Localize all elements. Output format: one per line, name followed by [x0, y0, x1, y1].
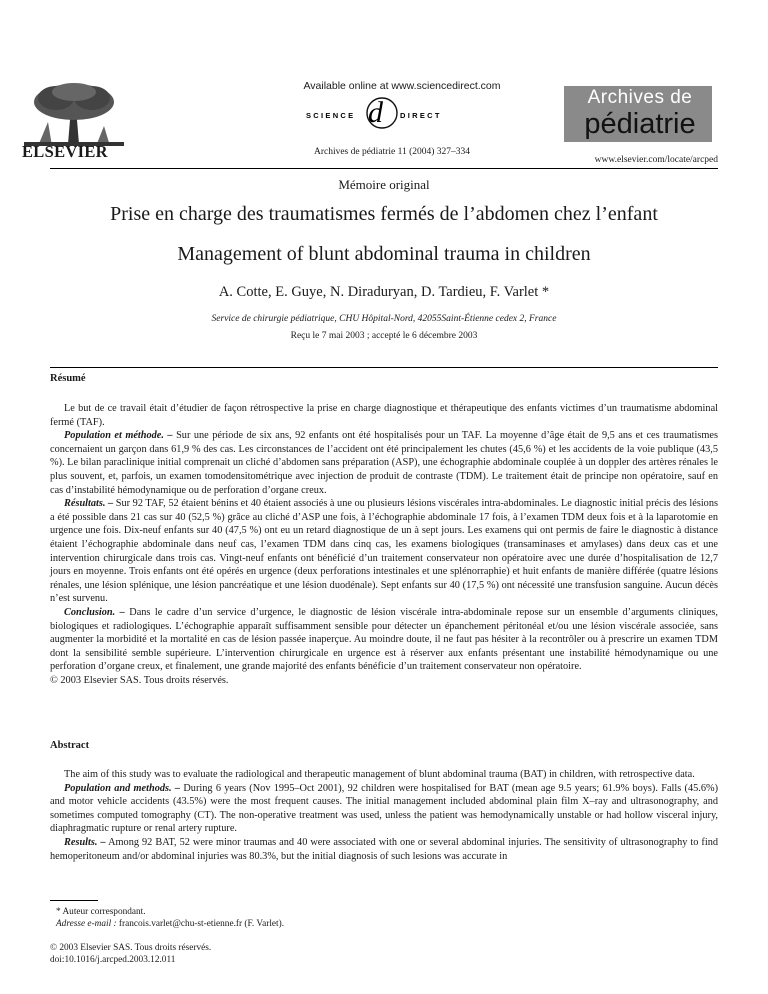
abstract-results	[50, 836, 718, 863]
abstract-intro: The aim of this study was to evaluate the radiological and therapeutic management of blunt abdominal trauma (BAT) in children, with retrospective data.	[64, 769, 695, 780]
resume-conclusion-text: Dans le cadre d’un service d’urgence, le diagnostic de lésion viscérale intra-abdominale repose sur un ensemble d’arguments cliniques, biologiques et radiologiques. L’échographie apparaît suffisamment sensible pour détecter un épanchement péritonéal et/ou une lésion viscérale associée, sans augmenter la morbidité et la mortalité en cas de lésion passée inaperçue. Au moindre doute, il ne faut pas hésiter à la recontrôler ou à prescrire un examen TDM dont la sensibilité semble supérieure. L’intervention chirurgicale en urgence est à réserver aux enfants présentant une instabilité hémodynamique ou une perforation d’organe creux, et finalement, une grande majorité des enfants bénéficie d’un traitement conservateur non opératoire.	[50, 606, 719, 673]
resume-methods-text: Sur une période de six ans, 92 enfants ont été hospitalisés pour un TAF. La moyenne d’âge était de 9,5 ans et ces traumatismes concernaient un garçon dans 61,9 % des cas. Les circonstances de l’accident ont été principalement les chutes (45,6 %) et les accidents de la voie publique (43,5 %). Le bilan paraclinique initial comprenait un cliché d’abdomen sans préparation (ASP), une échographie abdominale couplée à un doppler des artères rénales le plus souvent, et, parfois, un examen tomodensitométrique avec injection de produit de contraste (TDM). Le traitement était de principe non opératoire, sauf en cas d’instabilité hémodynamique ou de perforation d’organe creux.	[50, 430, 718, 496]
sciencedirect-right: DIRECT	[400, 111, 442, 120]
publisher-name: ELSEVIER	[22, 142, 108, 161]
legal-info	[50, 942, 450, 966]
resume-results-text: Sur 92 TAF, 52 étaient bénins et 40 étaient associés à une ou plusieurs lésions viscérales intra-abdominales. Le diagnostic initial précis des lésions a été possible dans 21 cas sur 40 (52,5 %) grâce au cliché d’ASP une fois, à l’échographie abdominale 17 fois, à l’examen TDM deux fois et à la laparotomie en urgence une fois. Dix-neuf enfants sur 40 (47,5 %) ont eu un retard diagnostique de un à sept jours. Les examens qui ont permis de faire le diagnostic à distance étaient l’échographie abdominale dans neuf cas, l’examen TDM dans cinq cas, les examens biologiques (transaminases et amylases) dans deux cas et une intervention chirurgicale dans trois cas. Vingt-neuf enfants ont bénéficié d’un traitement conservateur non opératoire avec une durée d’hospitalisation de 12,7 jours en moyenne. Trois enfants ont été opérés en urgence (deux perforations intestinales et une splénorraphie) et huit enfants de manière différée (quatre lésions rénales, une lésion splénique, une lésion pancréatique et une lésion duodénale). Sept enfants sur 40 (17,5 %) ont nécessité une transfusion sanguine. Aucun décès n’est survenu.	[50, 498, 718, 605]
resume-methods	[50, 429, 718, 497]
email-address[interactable]: francois.varlet@chu-st-etienne.fr (F. Varlet).	[118, 919, 285, 930]
title-french: Prise en charge des traumatismes fermés de l’abdomen chez l’enfant	[110, 203, 658, 225]
journal-cover-title-line2: pédiatrie	[584, 108, 696, 140]
header-divider	[50, 168, 718, 169]
authors: A. Cotte, E. Guye, N. Diraduryan, D. Tardieu, F. Varlet *	[218, 284, 550, 300]
abstract-results-text: Among 92 BAT, 52 were minor traumas and 40 were associated with one or several abdominal injuries. The sensitivity of ultrasonography to find hemoperitoneum and/or abdominal injuries was 80.3%, but the initial diagnosis of such lesions was accurate in	[50, 836, 718, 862]
corresponding-author-footnote	[50, 906, 450, 930]
title-english: Management of blunt abdominal trauma in children	[177, 243, 591, 265]
abstract-body	[50, 768, 718, 863]
affiliation: Service de chirurgie pédiatrique, CHU Hôpital-Nord, 42055Saint-Étienne cedex 2, France	[211, 314, 557, 324]
doi[interactable]: doi:10.1016/j.arcped.2003.12.011	[50, 955, 176, 966]
abstract-methods	[50, 782, 718, 836]
sciencedirect-left: SCIENCE	[306, 111, 356, 120]
sciencedirect-at: d	[368, 96, 383, 129]
journal-reference: Archives de pédiatrie 11 (2004) 327–334	[313, 147, 471, 157]
resume-results	[50, 497, 718, 606]
resume-results-label: Résultats. –	[64, 498, 114, 510]
article-type: Mémoire original	[338, 177, 430, 192]
abstract-results-label: Results. –	[64, 836, 106, 848]
resume-body	[50, 402, 718, 687]
resume-copyright: © 2003 Elsevier SAS. Tous droits réservés.	[50, 674, 229, 686]
resume-heading: Résumé	[50, 373, 86, 384]
abstract-methods-label: Population and methods. –	[64, 782, 181, 794]
abstract-divider	[50, 367, 718, 368]
footer-copyright: © 2003 Elsevier SAS. Tous droits réservés.	[50, 943, 212, 953]
abstract-heading: Abstract	[50, 740, 90, 751]
resume-conclusion	[50, 606, 718, 674]
available-online-text[interactable]: Available online at www.sciencedirect.com	[303, 80, 501, 92]
sciencedirect-logo	[300, 94, 480, 132]
journal-url[interactable]: www.elsevier.com/locate/arcped	[594, 155, 718, 165]
email-line	[50, 918, 450, 930]
journal-cover-title-line1: Archives de	[587, 87, 693, 108]
received-accepted-dates: Reçu le 7 mai 2003 ; accepté le 6 décembre 2003	[290, 331, 478, 341]
resume-conclusion-label: Conclusion. –	[64, 606, 125, 618]
footnote-divider	[50, 900, 98, 901]
resume-methods-label: Population et méthode. –	[64, 430, 173, 442]
resume-intro: Le but de ce travail était d’étudier de façon rétrospective la prise en charge diagnostique et thérapeutique des enfants victimes d’un traumatisme abdominal fermé (TAF).	[50, 403, 718, 428]
corresponding-note: * Auteur correspondant.	[56, 907, 146, 917]
abstract-methods-text: During 6 years (Nov 1995–Oct 2001), 92 children were hospitalised for BAT (mean age 9.5 years; 61.9% boys). Falls (45.6%) and motor vehicle accidents (43.5%) were the most frequent causes. The initial management included abdominal plain film X–ray and ultrasonography, and sometimes computed tomography (CT). The non-operative treatment was used, unless the patient was hemodynamically unstable or had hollow visceral injury, diaphragmatic rupture or renal artery rupture.	[50, 782, 719, 835]
email-label: Adresse e-mail :	[56, 919, 119, 930]
